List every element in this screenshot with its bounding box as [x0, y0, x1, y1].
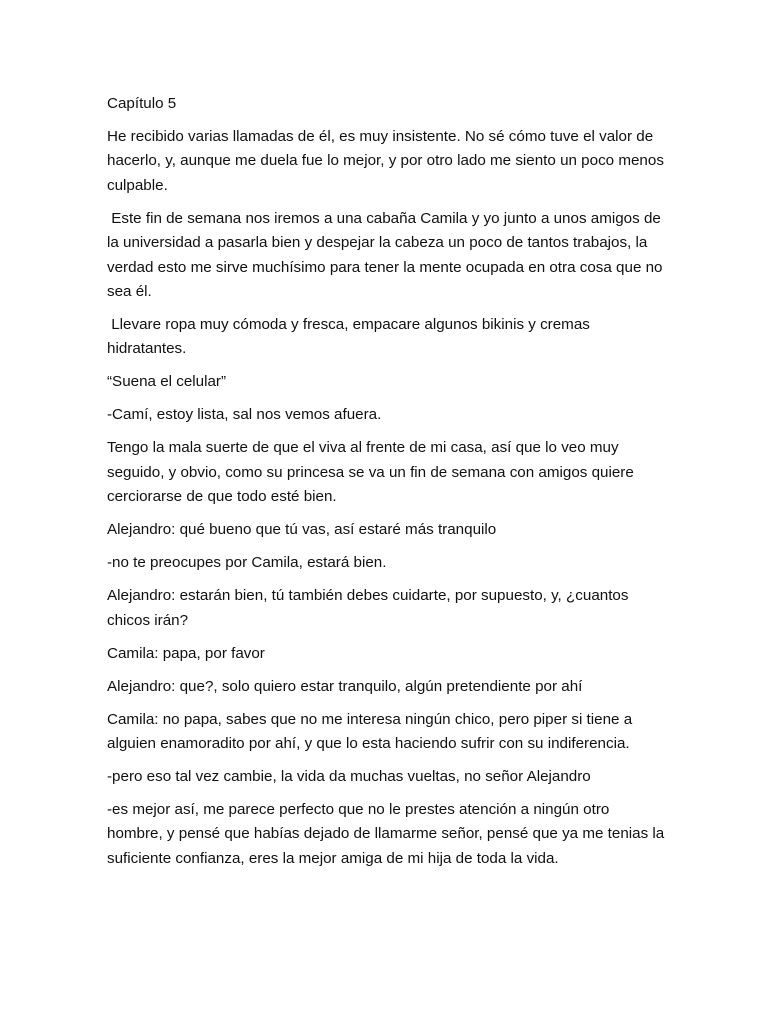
chapter-title: Capítulo 5: [107, 95, 177, 112]
paragraph: He recibido varias llamadas de él, es muy insistente. No sé cómo tuve el valor de hacerlo, y, aunque me duela fue lo mejor, y por otro lado me siento un poco menos culpable.: [107, 128, 669, 194]
paragraph: Tengo la mala suerte de que el viva al frente de mi casa, así que lo veo muy seguido, y obvio, como su princesa se va un fin de semana con amigos quiere cerciorarse de que todo esté bien.: [107, 439, 639, 506]
paragraph: -Camí, estoy lista, sal nos vemos afuera.: [107, 406, 382, 424]
paragraph: “Suena el celular”: [107, 373, 227, 391]
paragraph: Camila: no papa, sabes que no me interesa ningún chico, pero piper si tiene a alguien enamoradito por ahí, y que lo esta haciendo sufrir con su indiferencia.: [107, 710, 637, 753]
paragraph: Llevare ropa muy cómoda y fresca, empacare algunos bikinis y cremas hidratantes.: [107, 316, 595, 358]
paragraph: Alejandro: que?, solo quiero estar tranquilo, algún pretendiente por ahí: [107, 677, 583, 695]
paragraph: -pero eso tal vez cambie, la vida da muchas vueltas, no señor Alejandro: [107, 768, 591, 786]
paragraph: -no te preocupes por Camila, estará bien.: [107, 554, 387, 572]
paragraph: Alejandro: estarán bien, tú también debes cuidarte, por supuesto, y, ¿cuantos chicos irán?: [107, 587, 633, 629]
paragraph: -es mejor así, me parece perfecto que no le prestes atención a ningún otro hombre, y pensé que habías dejado de llamarme señor, pensé que ya me tenias la suficiente confianza, eres la mejor amiga de mi hija de toda la vida.: [107, 801, 669, 867]
document-body: [107, 92, 667, 880]
paragraph: Camila: papa, por favor: [107, 644, 265, 662]
paragraph: Este fin de semana nos iremos a una cabaña Camila y yo junto a unos amigos de la universidad a pasarla bien y despejar la cabeza un poco de tantos trabajos, la verdad esto me sirve muchísimo para tener la mente ocupada en otra cosa que no sea él.: [107, 209, 667, 301]
paragraph: Alejandro: qué bueno que tú vas, así estaré más tranquilo: [107, 521, 497, 539]
